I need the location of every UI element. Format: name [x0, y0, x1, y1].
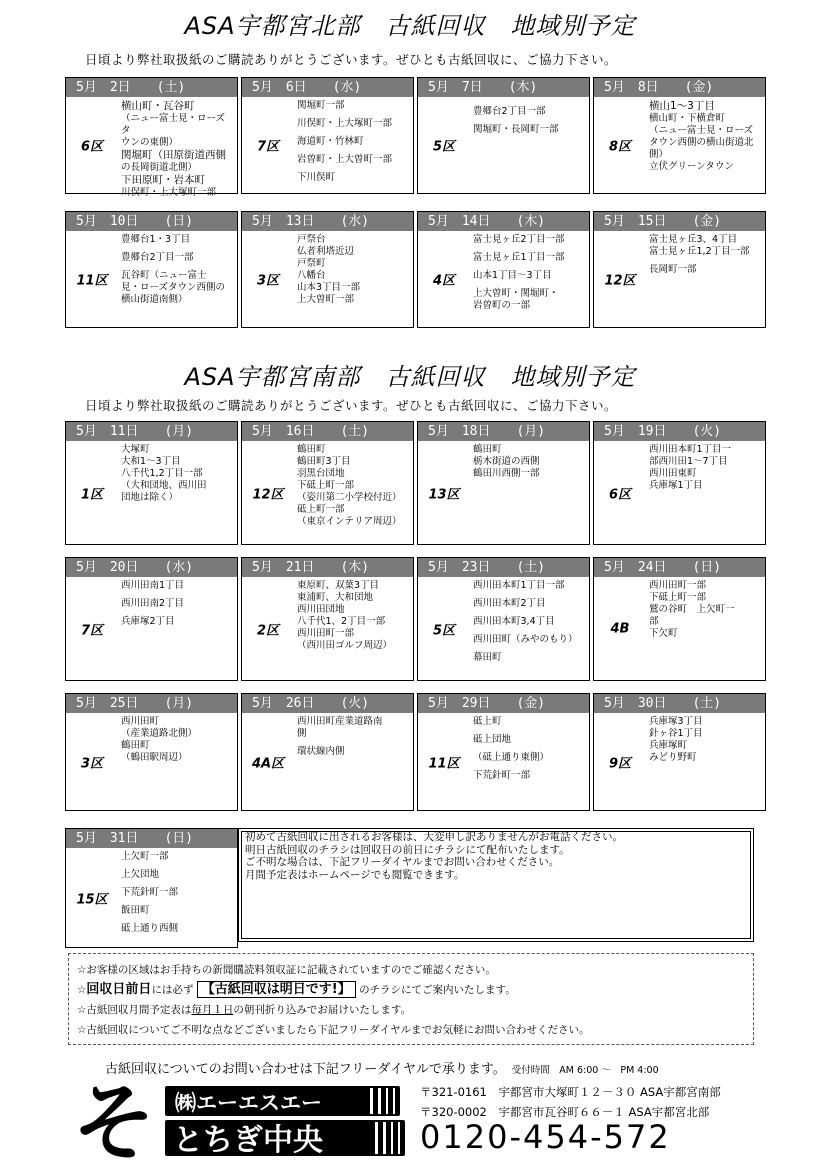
- area-line: 横山町・下横倉町: [649, 113, 726, 124]
- district-label: 7区: [256, 139, 280, 155]
- schedule-card: [593, 557, 766, 681]
- area-line: 戸祭台: [297, 234, 326, 245]
- card-date: 5月 16日 (土): [242, 422, 413, 441]
- schedule-card: [417, 211, 590, 328]
- area-list: [121, 851, 234, 935]
- info-row: ☆お客様の区域はお手持ちの新聞購読料領収証に記載されていますのでご確認ください。: [77, 964, 496, 976]
- area-line: 仏者利塔近辺: [297, 246, 355, 257]
- area-line: 横山町・瓦谷町: [121, 100, 195, 112]
- area-line: 部: [649, 616, 659, 627]
- area-line: 上大曽町・関堀町・: [473, 288, 559, 299]
- area-line: 豊郷台1・3丁目: [121, 234, 191, 245]
- area-line: 八千代1、2丁目一部: [297, 616, 386, 627]
- area-line: 川俣町・上大塚町一部: [121, 187, 217, 198]
- area-line: みどり野町: [649, 752, 697, 763]
- area-line: 富士見ヶ丘2丁目一部: [473, 234, 565, 245]
- logo-brand-name: とちぎ中央: [173, 1123, 323, 1158]
- area-list: [297, 444, 410, 528]
- district-label: 7区: [80, 623, 104, 638]
- free-dial-number: 0120-454-572: [420, 1118, 671, 1156]
- area-line: 豊郷台2丁目一部: [473, 106, 546, 117]
- district-label: 6区: [80, 139, 104, 155]
- area-line: 下荒針町一部: [121, 887, 179, 898]
- schedule-card: [241, 421, 414, 545]
- area-line: 横山1～3丁目: [649, 100, 715, 112]
- info-box: [68, 953, 754, 1045]
- schedule-card: [65, 77, 238, 198]
- area-line: 川俣町・上大塚町一部: [297, 118, 393, 129]
- card-date: 5月 31日 (日): [66, 829, 237, 848]
- district-label: 15区: [76, 892, 108, 907]
- info-boxed-notice: 【古紙回収は明日です!】: [197, 981, 356, 998]
- area-line: 砥上団地: [473, 734, 512, 745]
- card-date: 5月 2日 (土): [66, 78, 237, 97]
- area-line: （鶴田駅周辺）: [121, 752, 188, 763]
- area-line: 西川田南2丁目: [121, 598, 185, 609]
- area-line: 西川田南1丁目: [121, 580, 185, 591]
- area-list: [297, 234, 410, 306]
- area-list: [649, 444, 762, 492]
- area-line: 横山街道南側）: [121, 294, 188, 305]
- area-line: 兵庫塚1丁目: [649, 480, 703, 491]
- card-date: 5月 21日 (木): [242, 558, 413, 577]
- area-line: 鶴田川西側一部: [473, 468, 540, 479]
- area-line: 下砥上町一部: [649, 592, 707, 603]
- area-line: 岩曽町の一部: [473, 300, 531, 311]
- area-list: [121, 716, 234, 764]
- area-line: 瓦谷町（ニュー富士: [121, 270, 207, 281]
- area-line: の長岡街道北側）: [121, 162, 198, 173]
- card-date: 5月 29日 (金): [418, 694, 589, 713]
- schedule-card: [417, 421, 590, 545]
- area-line: 西川田町一部: [649, 580, 707, 591]
- district-label: 4B: [610, 621, 630, 636]
- card-date: 5月 19日 (火): [594, 422, 765, 441]
- area-line: 大和1～3丁目: [121, 456, 181, 467]
- info-star: ☆: [77, 984, 87, 996]
- area-line: （姿川第二小学校付近）: [297, 492, 402, 503]
- area-line: 鷲の谷町 上欠町一: [649, 604, 735, 615]
- area-line: 羽黒台団地: [297, 468, 345, 479]
- area-line: 見・ローズタウン西側の: [121, 282, 226, 293]
- info-row: [77, 1000, 745, 1020]
- area-line: （ニュー富士見・ローズ: [649, 125, 754, 136]
- area-line: 下田原町・岩本町: [121, 174, 205, 186]
- area-line: 関堀町一部: [297, 100, 345, 111]
- area-line: 鶴田町3丁目: [297, 456, 351, 467]
- area-line: 山本3丁目一部: [297, 282, 361, 293]
- area-line: 側）: [649, 149, 669, 160]
- district-label: 3区: [256, 273, 280, 289]
- card-date: 5月 11日 (月): [66, 422, 237, 441]
- area-line: タウン西側の横山街道北: [649, 137, 754, 148]
- area-line: 兵庫塚町: [649, 740, 688, 751]
- schedule-card: [65, 557, 238, 681]
- area-line: 下欠町: [649, 628, 678, 639]
- area-list: [649, 580, 762, 640]
- info-row: [77, 980, 745, 1000]
- district-label: 12区: [604, 273, 636, 289]
- north-title: ASA宇都宮北部 古紙回収 地域別予定: [184, 12, 636, 40]
- area-line: 長岡町一部: [649, 264, 697, 275]
- area-line: 西川田本町1丁目一: [649, 444, 732, 455]
- card-date: 5月 10日 (日): [66, 212, 237, 231]
- logo-glyph: そ: [72, 1080, 157, 1158]
- notice-line: 初めて古紙回収に出されるお客様は、大変申し訳ありませんがお電話ください。: [245, 831, 623, 843]
- schedule-card: [65, 693, 238, 811]
- card-date: 5月 20日 (水): [66, 558, 237, 577]
- card-date: 5月 25日 (月): [66, 694, 237, 713]
- area-line: 環状線内側: [297, 746, 345, 757]
- card-date: 5月 14日 (木): [418, 212, 589, 231]
- notice-box: [238, 828, 754, 942]
- contact-text: 古紙回収についてのお問い合わせは下記フリーダイヤルで承ります。: [105, 1062, 506, 1077]
- area-line: 下砥上町一部: [297, 480, 355, 491]
- area-line: 海道町・竹林町: [297, 136, 364, 147]
- area-list: [297, 580, 410, 652]
- district-label: 9区: [608, 756, 632, 771]
- area-line: 上欠町一部: [121, 851, 169, 862]
- schedule-card: [241, 211, 414, 328]
- area-line: 西川田本町2丁目: [473, 598, 546, 609]
- south-title: ASA宇都宮南部 古紙回収 地域別予定: [184, 363, 636, 391]
- area-line: 富士見ヶ丘1丁目一部: [473, 252, 565, 263]
- schedule-card: [593, 77, 766, 194]
- area-line: 豊郷台2丁目一部: [121, 252, 194, 263]
- district-label: 5区: [432, 139, 456, 155]
- schedule-card: [241, 77, 414, 194]
- area-list: [121, 100, 234, 199]
- area-line: 西川田町（みやのもり）: [473, 634, 578, 645]
- card-date: 5月 18日 (月): [418, 422, 589, 441]
- area-line: 砥上町: [473, 716, 502, 727]
- contact-line: [105, 1058, 659, 1077]
- area-list: [473, 444, 586, 480]
- area-list: [649, 100, 762, 173]
- area-line: （西川田ゴルフ周辺）: [297, 640, 393, 651]
- company-logo: [70, 1080, 410, 1158]
- area-line: （東京インテリア周辺）: [297, 516, 402, 527]
- area-line: 西川田東町: [649, 468, 697, 479]
- area-line: （産業道路北側）: [121, 728, 198, 739]
- notice-line: ご不明な場合は、下記フリーダイヤルまでお問い合わせください。: [245, 856, 560, 868]
- area-line: ウンの東側）: [121, 137, 179, 148]
- info-highlight: 回収日前日: [86, 982, 152, 997]
- area-line: 西川田本町1丁目一部: [473, 580, 565, 591]
- address-north: 〒320-0002 宇都宮市瓦谷町６６－１ ASA宇都宮北部: [420, 1105, 710, 1119]
- area-line: 西川田町: [121, 716, 160, 727]
- schedule-card: [593, 421, 766, 545]
- schedule-card: [593, 693, 766, 811]
- area-line: （砥上通り東側）: [473, 752, 550, 763]
- area-line: 砥上町一部: [297, 504, 345, 515]
- area-line: 西川田本町3,4丁目: [473, 616, 555, 627]
- info-highlight: 毎月１日: [191, 1004, 234, 1016]
- area-line: 鶴田町: [473, 444, 502, 455]
- area-line: 富士見ヶ丘1,2丁目一部: [649, 246, 750, 257]
- area-line: 砥上通り西側: [121, 923, 179, 934]
- notice-line: 月間予定表はホームページでも閲覧できます。: [245, 868, 465, 881]
- info-row: ☆古紙回収についてご不明な点などございましたら下記フリーダイヤルまでお気軽にお問い合わせください。: [77, 1024, 590, 1036]
- area-line: 団地は除く）: [121, 492, 179, 503]
- area-line: 関堀町（田原街道西側: [121, 149, 226, 161]
- area-line: 西川田団地: [297, 604, 345, 615]
- district-label: 2区: [256, 623, 280, 638]
- info-text: ☆古紙回収月間予定表は: [77, 1004, 192, 1016]
- area-list: [649, 234, 762, 276]
- area-line: 富士見ヶ丘3、4丁目: [649, 234, 738, 245]
- district-label: 12区: [252, 487, 284, 502]
- schedule-card: [65, 211, 238, 328]
- card-date: 5月 24日 (日): [594, 558, 765, 577]
- area-line: 西川田町産業道路南: [297, 716, 383, 727]
- district-label: 5区: [432, 623, 456, 638]
- area-line: 側: [297, 728, 307, 739]
- area-line: 下荒針町一部: [473, 770, 531, 781]
- info-text: の朝刊折り込みでお届けいたします。: [233, 1004, 412, 1016]
- area-line: 東浦町、大和団地: [297, 592, 374, 603]
- card-date: 5月 30日 (土): [594, 694, 765, 713]
- area-line: 八幡台: [297, 270, 326, 281]
- area-list: [297, 100, 410, 184]
- info-text: のチラシにてご案内いたします。: [359, 984, 516, 996]
- schedule-card: [417, 77, 590, 194]
- schedule-card: [65, 421, 238, 545]
- area-line: 兵庫塚2丁目: [121, 616, 175, 627]
- area-line: 関堀町・長岡町一部: [473, 124, 559, 135]
- area-line: 東原町、双葉3丁目: [297, 580, 380, 591]
- card-date: 5月 26日 (火): [242, 694, 413, 713]
- schedule-card: [241, 693, 414, 811]
- area-line: 針ヶ谷1丁目: [649, 728, 703, 739]
- card-date: 5月 6日 (水): [242, 78, 413, 97]
- area-line: 八千代1,2丁目一部: [121, 468, 203, 479]
- area-line: 立伏グリーンタウン: [649, 161, 734, 172]
- card-date: 5月 15日 (金): [594, 212, 765, 231]
- card-date: 5月 13日 (水): [242, 212, 413, 231]
- district-label: 11区: [76, 273, 108, 289]
- area-line: 上欠団地: [121, 869, 160, 880]
- area-list: [473, 234, 586, 312]
- area-line: 山本1丁目～3丁目: [473, 270, 552, 281]
- district-label: 6区: [608, 487, 632, 502]
- area-line: 鶴田町: [297, 444, 326, 455]
- schedule-card: [241, 557, 414, 681]
- area-line: 幕田町: [473, 652, 502, 663]
- area-list: [473, 580, 586, 664]
- schedule-card: [417, 557, 590, 681]
- card-date: 5月 23日 (土): [418, 558, 589, 577]
- district-label: 4A区: [251, 756, 285, 771]
- district-label: 13区: [428, 487, 460, 502]
- area-line: 兵庫塚3丁目: [649, 716, 703, 727]
- schedule-card: [65, 828, 238, 948]
- area-list: [649, 716, 762, 764]
- area-line: 岩曽町・上大曽町一部: [297, 154, 393, 165]
- south-greeting: 日頃より弊社取扱紙のご購読ありがとうございます。ぜひとも古紙回収に、ご協力下さい。: [85, 398, 618, 413]
- schedule-card: [593, 211, 766, 328]
- hours-text: 受付時間 AM 6:00 ～ PM 4:00: [511, 1065, 659, 1076]
- card-date: 5月 8日 (金): [594, 78, 765, 97]
- area-list: [121, 580, 234, 628]
- area-line: 栃木街道の西側: [473, 456, 540, 467]
- district-label: 11区: [428, 756, 460, 771]
- notice-line: 明日古紙回収のチラシは回収日の前日にチラシにて配布いたします。: [245, 843, 570, 856]
- area-line: 上大曽町一部: [297, 294, 355, 305]
- area-line: 西川田町一部: [297, 628, 355, 639]
- district-label: 4区: [432, 273, 456, 289]
- area-list: [473, 100, 586, 136]
- area-line: 下川俣町: [297, 172, 336, 183]
- area-list: [121, 444, 234, 504]
- address-south: 〒321-0161 宇都宮市大塚町１２－３０ ASA宇都宮南部: [420, 1085, 721, 1099]
- logo-company-name: ㈱エーエスエー: [175, 1091, 322, 1115]
- area-line: 部西川田1～7丁目: [649, 456, 728, 467]
- area-line: （ニュー富士見・ローズタ: [121, 113, 226, 136]
- north-greeting: 日頃より弊社取扱紙のご購読ありがとうございます。ぜひとも古紙回収に、ご協力下さい。: [85, 52, 618, 67]
- info-text: には必ず: [151, 984, 194, 996]
- area-list: [121, 234, 234, 306]
- schedule-card: [417, 693, 590, 811]
- area-line: 戸祭町: [297, 258, 326, 269]
- area-list: [297, 716, 410, 758]
- card-date: 5月 7日 (木): [418, 78, 589, 97]
- area-line: 鶴田町: [121, 740, 150, 751]
- area-line: （大和団地、西川田: [121, 480, 207, 491]
- area-list: [473, 716, 586, 782]
- area-line: 飯田町: [121, 905, 150, 916]
- district-label: 8区: [608, 139, 632, 155]
- district-label: 3区: [80, 756, 104, 771]
- area-line: 大塚町: [121, 444, 150, 455]
- district-label: 1区: [80, 487, 104, 502]
